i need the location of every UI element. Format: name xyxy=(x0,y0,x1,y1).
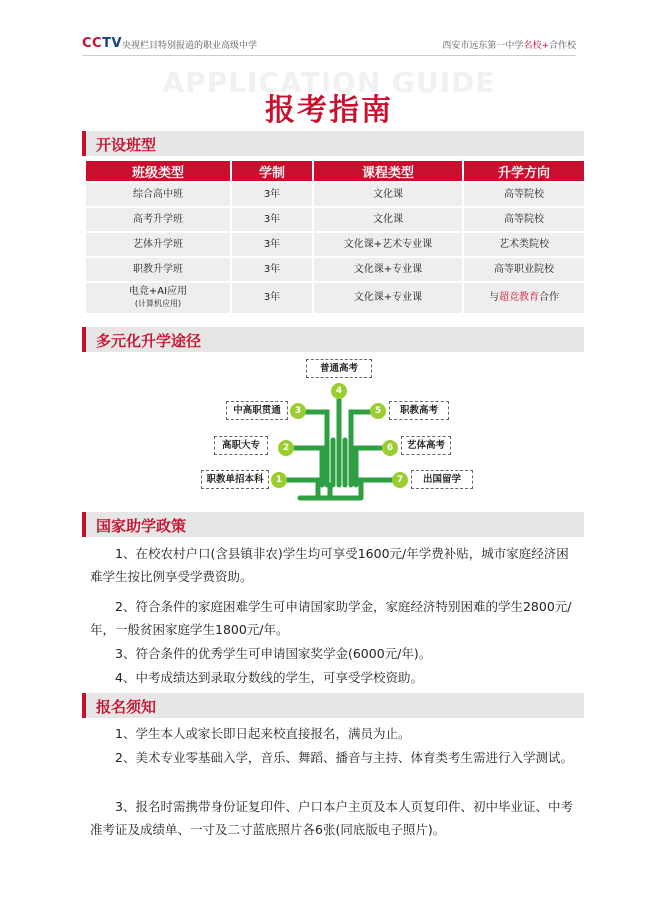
course-cell: 文化课+专业课 xyxy=(314,258,462,281)
path-label-6: 艺体高考 xyxy=(401,436,451,455)
table-row xyxy=(86,233,584,256)
class-type-cell: 艺体升学班 xyxy=(86,233,230,256)
class-type-cell: 电竞+AI应用 (计算机应用) xyxy=(86,283,230,313)
direction-cell: 高等院校 xyxy=(464,208,584,231)
column-header: 班级类型 xyxy=(86,161,230,181)
direction-cell: 高等院校 xyxy=(464,183,584,206)
table-row xyxy=(86,208,584,231)
column-header: 课程类型 xyxy=(314,161,462,181)
table-header-row xyxy=(86,161,584,181)
path-label-2: 高职大专 xyxy=(214,436,268,455)
path-number-7: 7 xyxy=(392,472,408,488)
enroll-paragraph: 2、美术专业零基础入学，音乐、舞蹈、播音与主持、体育类考生需进行入学测试。 xyxy=(115,750,573,765)
section-header-paths: 多元化升学途径 xyxy=(82,327,584,352)
enroll-paragraph: 1、学生本人或家长即日起来校直接报名，满员为止。 xyxy=(115,726,411,741)
direction-cell: 艺术类院校 xyxy=(464,233,584,256)
course-cell: 文化课 xyxy=(314,183,462,206)
aid-paragraph: 2、符合条件的家庭困难学生可申请国家助学金，家庭经济特别困难的学生2800元/年，一般贫困家庭学生1800元/年。 xyxy=(90,599,572,637)
section-header-classes: 开设班型 xyxy=(82,131,584,156)
direction-cell: 高等职业院校 xyxy=(464,258,584,281)
header-right-tagline: 西安市远东第一中学名校+合作校 xyxy=(442,41,576,51)
page-header xyxy=(0,0,658,60)
path-label-3: 中高职贯通 xyxy=(226,401,288,420)
header-left-tagline: 央视栏目特别报道的职业高级中学 xyxy=(122,41,258,51)
course-cell: 文化课 xyxy=(314,208,462,231)
class-type-cell: 高考升学班 xyxy=(86,208,230,231)
duration-cell: 3年 xyxy=(232,258,312,281)
duration-cell: 3年 xyxy=(232,233,312,256)
direction-cell: 与超竞教育合作 xyxy=(464,283,584,313)
path-number-1: 1 xyxy=(271,472,287,488)
path-number-5: 5 xyxy=(370,403,386,419)
aid-paragraph: 1、在校农村户口(含县镇非农)学生均可享受1600元/年学费补贴，城市家庭经济困难学生按比例享受学费资助。 xyxy=(90,546,569,584)
path-number-2: 2 xyxy=(278,440,294,456)
duration-cell: 3年 xyxy=(232,283,312,313)
section-header-aid: 国家助学政策 xyxy=(82,512,584,537)
path-label-7: 出国留学 xyxy=(411,470,473,489)
path-label-5: 职教高考 xyxy=(389,401,449,420)
course-cell: 文化课+艺术专业课 xyxy=(314,233,462,256)
enroll-paragraph: 3、报名时需携带身份证复印件、户口本户主页及本人页复印件、初中毕业证、中考准考证及成绩单、一寸及二寸蓝底照片各6张(同底版电子照片)。 xyxy=(90,799,573,837)
page-title: 报考指南 xyxy=(265,93,393,128)
table-row xyxy=(86,258,584,281)
table-row xyxy=(86,283,584,313)
class-type-cell: 职教升学班 xyxy=(86,258,230,281)
duration-cell: 3年 xyxy=(232,208,312,231)
class-types-table xyxy=(84,159,586,315)
table-row xyxy=(86,183,584,206)
course-cell: 文化课+专业课 xyxy=(314,283,462,313)
ghost-title: APPLICATION GUIDE xyxy=(162,66,496,99)
column-header: 升学方向 xyxy=(464,161,584,181)
path-number-4: 4 xyxy=(331,383,347,399)
header-divider xyxy=(82,55,576,56)
cctv-logo: CCTV xyxy=(82,36,123,51)
section-header-enroll: 报名须知 xyxy=(82,693,584,718)
aid-paragraph: 4、中考成绩达到录取分数线的学生，可享受学校资助。 xyxy=(115,670,423,685)
path-number-3: 3 xyxy=(290,403,306,419)
pathways-diagram xyxy=(0,350,658,510)
class-type-cell: 综合高中班 xyxy=(86,183,230,206)
aid-paragraph: 3、符合条件的优秀学生可申请国家奖学金(6000元/年)。 xyxy=(115,646,432,661)
column-header: 学制 xyxy=(232,161,312,181)
path-number-6: 6 xyxy=(382,440,398,456)
duration-cell: 3年 xyxy=(232,183,312,206)
path-label-1: 职教单招本科 xyxy=(201,470,269,489)
path-label-4: 普通高考 xyxy=(306,359,372,378)
